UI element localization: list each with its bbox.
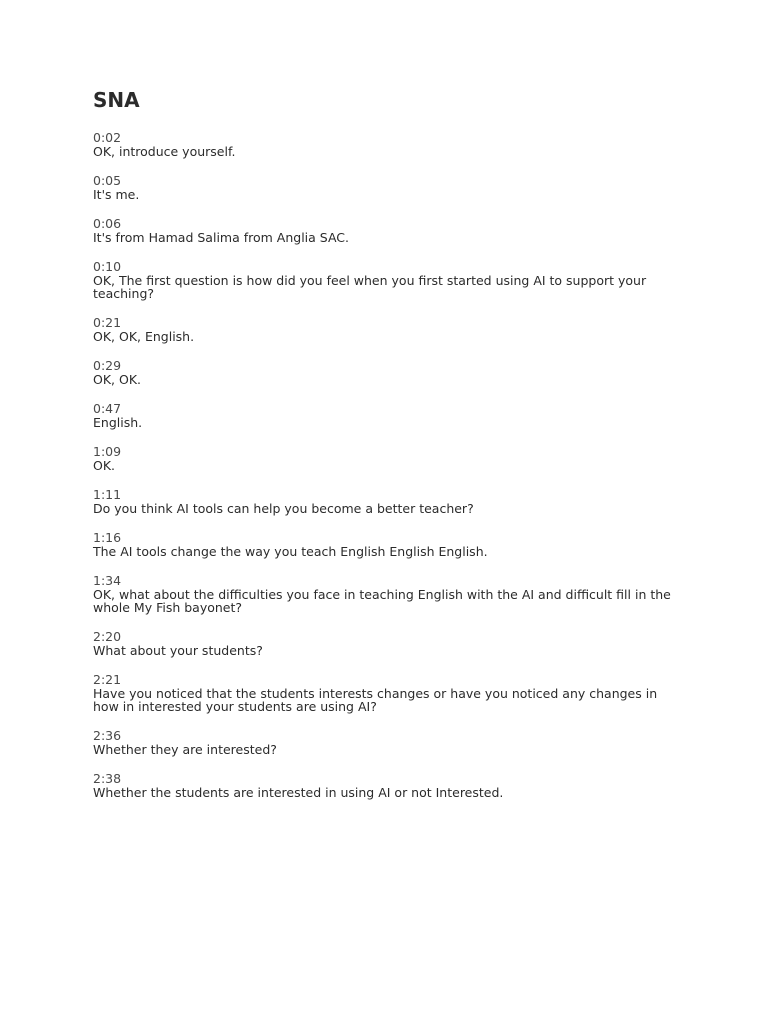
transcript-entry bbox=[93, 531, 673, 558]
entry-timestamp: 0:10 bbox=[93, 259, 122, 274]
entry-timestamp: 0:47 bbox=[93, 401, 122, 416]
entry-timestamp: 1:09 bbox=[93, 444, 122, 459]
transcript-entry bbox=[93, 217, 673, 244]
transcript-entry bbox=[93, 630, 673, 657]
transcript-entry bbox=[93, 359, 673, 386]
document-title: SNA bbox=[93, 88, 140, 112]
transcript-entry bbox=[93, 445, 673, 472]
entry-timestamp: 0:06 bbox=[93, 216, 122, 231]
entry-text: It's me. bbox=[93, 187, 140, 202]
entry-text: Whether they are interested? bbox=[93, 742, 277, 757]
entry-text: What about your students? bbox=[93, 643, 263, 658]
entry-text: English. bbox=[93, 415, 143, 430]
transcript-entry bbox=[93, 574, 673, 614]
entry-timestamp: 1:16 bbox=[93, 530, 122, 545]
entry-timestamp: 2:38 bbox=[93, 771, 122, 786]
entry-timestamp: 2:21 bbox=[93, 672, 122, 687]
transcript-entry bbox=[93, 729, 673, 756]
entry-text: Have you noticed that the students interests changes or have you noticed any changes in how in interested your students are using AI? bbox=[93, 686, 658, 714]
entry-text: OK, introduce yourself. bbox=[93, 144, 236, 159]
entry-text: Whether the students are interested in using AI or not Interested. bbox=[93, 785, 504, 800]
transcript-entry bbox=[93, 260, 673, 300]
transcript-entry bbox=[93, 174, 673, 201]
entry-timestamp: 0:29 bbox=[93, 358, 122, 373]
entry-text: OK, OK, English. bbox=[93, 329, 195, 344]
transcript-entry bbox=[93, 402, 673, 429]
transcript-entry bbox=[93, 772, 673, 799]
entry-timestamp: 0:21 bbox=[93, 315, 122, 330]
transcript-entry bbox=[93, 316, 673, 343]
entry-timestamp: 0:02 bbox=[93, 130, 122, 145]
entry-timestamp: 1:34 bbox=[93, 573, 122, 588]
entry-text: Do you think AI tools can help you become a better teacher? bbox=[93, 501, 474, 516]
entry-text: OK, The first question is how did you feel when you first started using AI to support your teaching? bbox=[93, 273, 647, 301]
entry-timestamp: 1:11 bbox=[93, 487, 122, 502]
entry-text: The AI tools change the way you teach English English English. bbox=[93, 544, 488, 559]
transcript-page bbox=[93, 88, 673, 815]
entry-text: It's from Hamad Salima from Anglia SAC. bbox=[93, 230, 349, 245]
entry-text: OK, what about the difficulties you face in teaching English with the AI and difficult fill in the whole My Fish bayonet? bbox=[93, 587, 671, 615]
entry-timestamp: 2:20 bbox=[93, 629, 122, 644]
transcript-entry bbox=[93, 131, 673, 158]
transcript-entry bbox=[93, 673, 673, 713]
entry-text: OK. bbox=[93, 458, 116, 473]
entry-text: OK, OK. bbox=[93, 372, 141, 387]
entry-timestamp: 2:36 bbox=[93, 728, 122, 743]
transcript-entry bbox=[93, 488, 673, 515]
entry-timestamp: 0:05 bbox=[93, 173, 122, 188]
